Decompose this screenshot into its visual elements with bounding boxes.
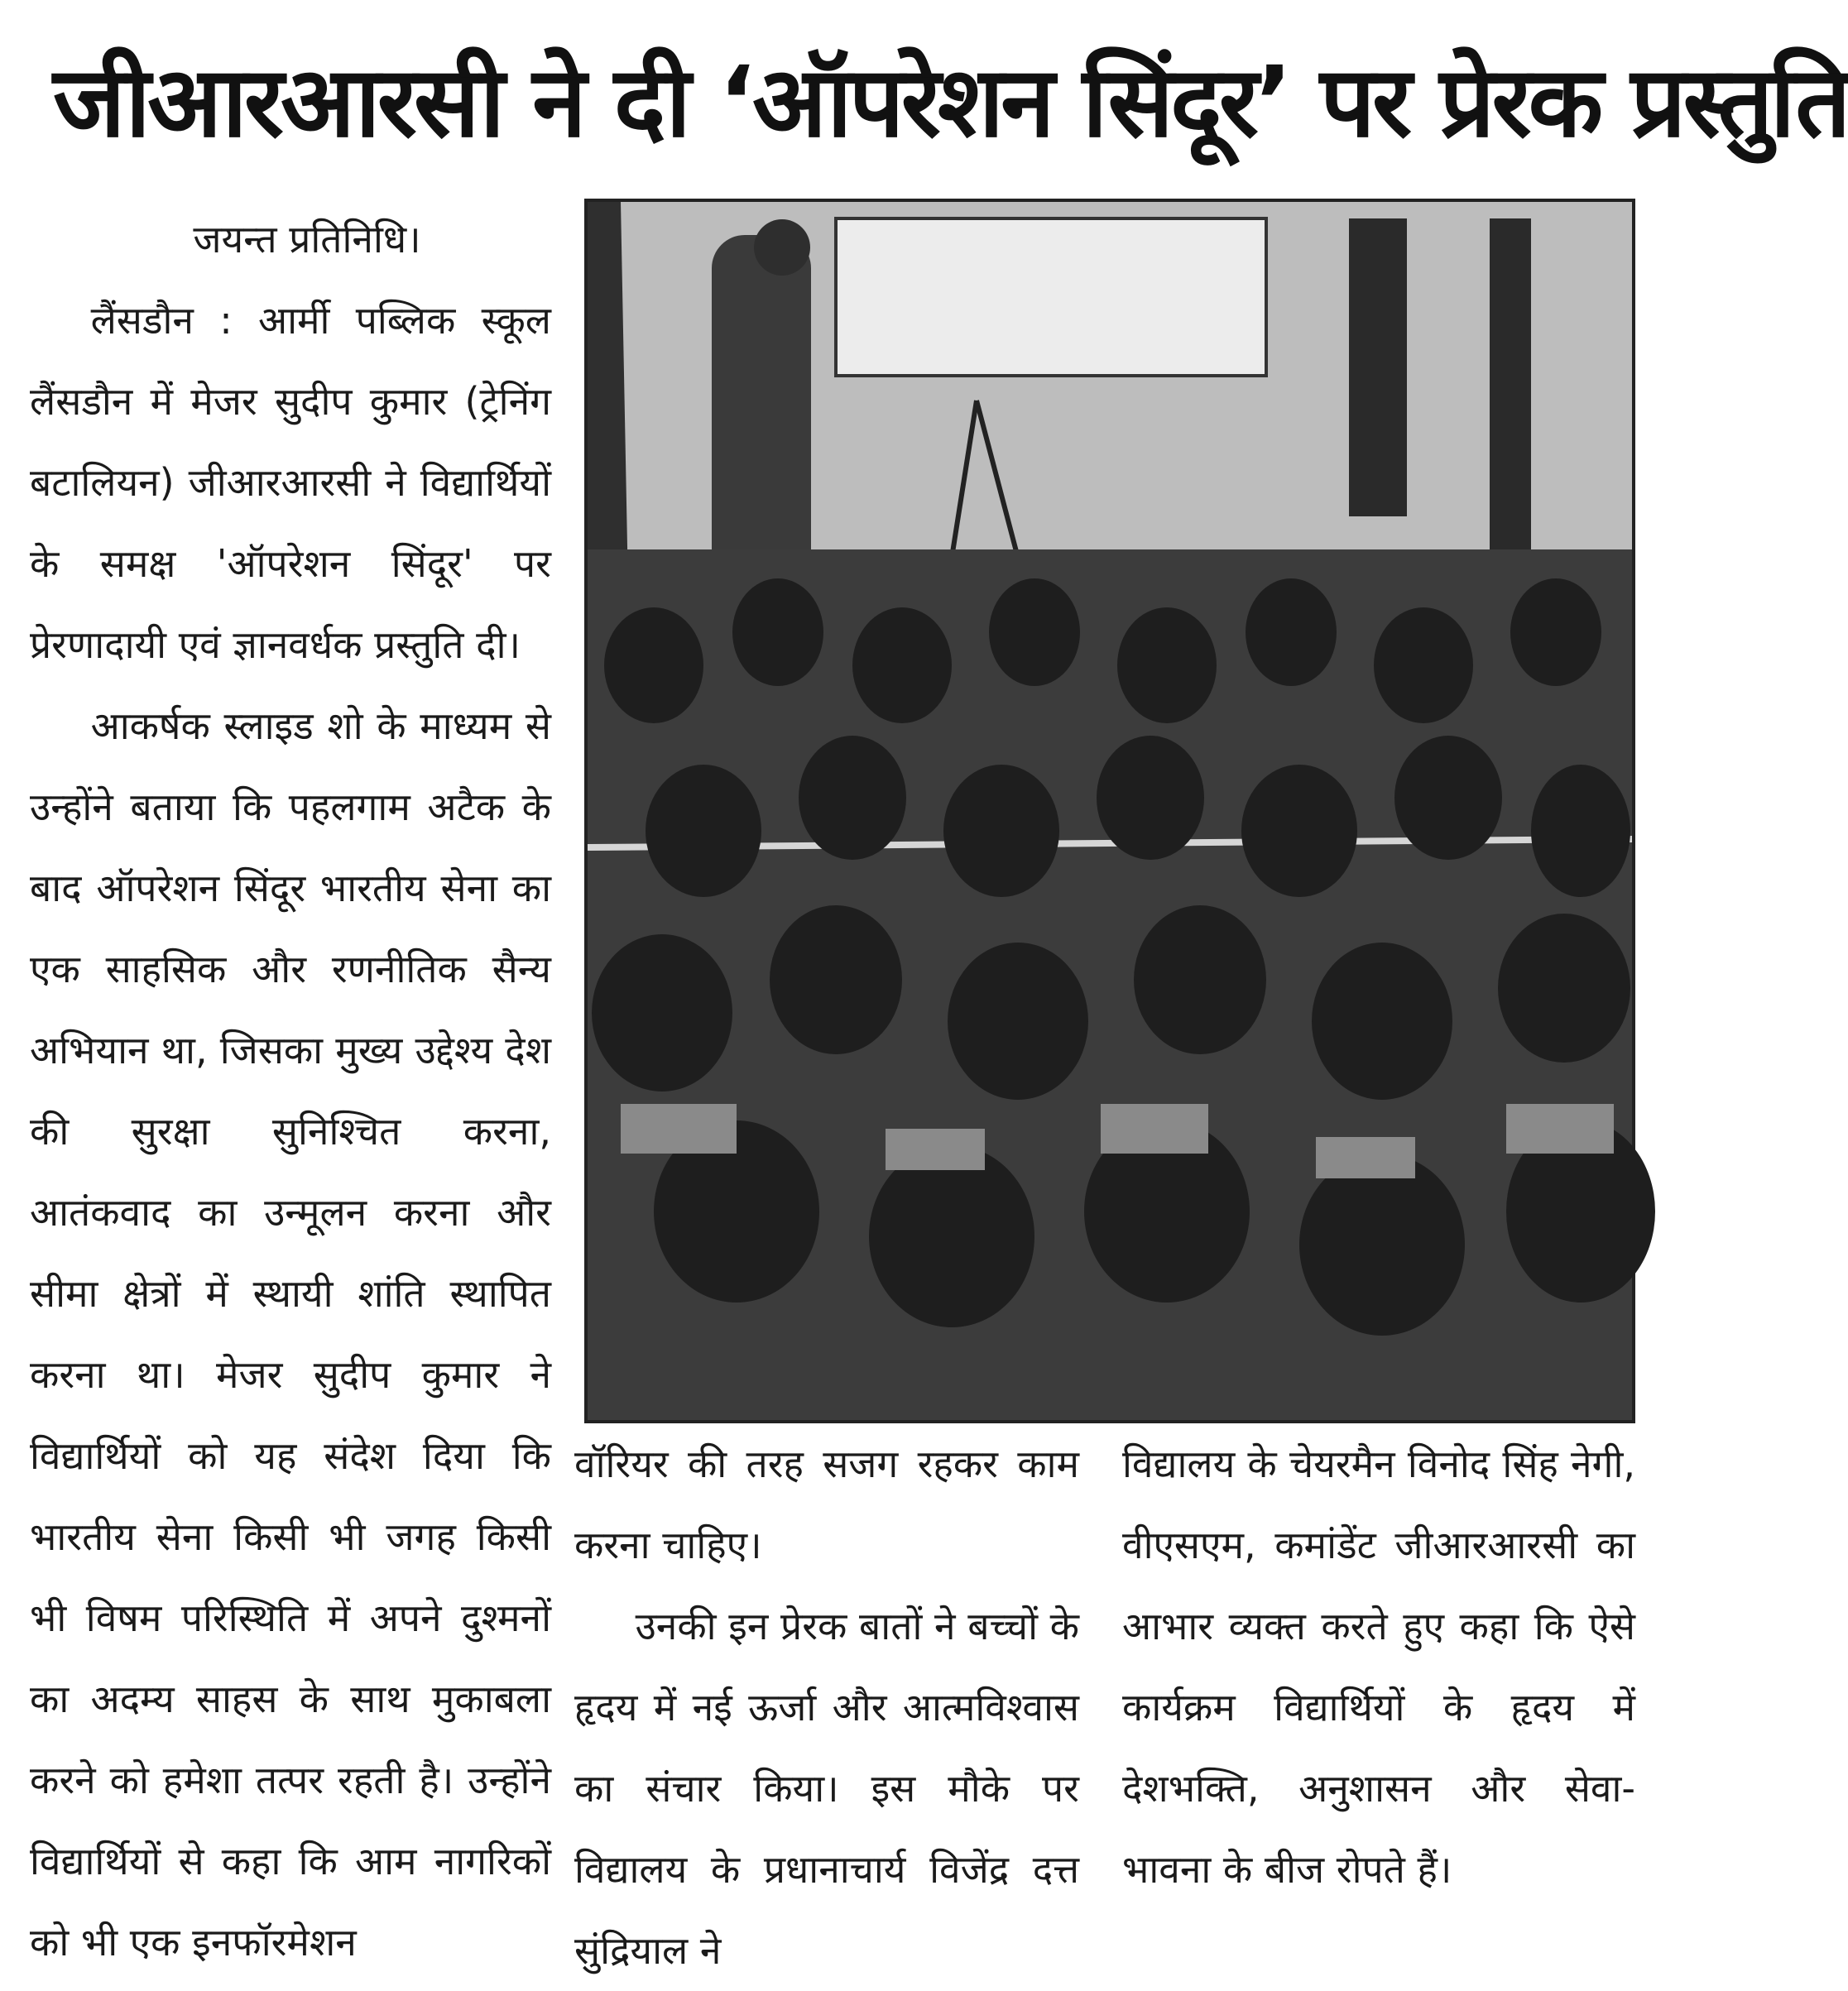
- news-photo-students-presentation: [584, 199, 1635, 1423]
- photo-illustration: [588, 202, 1632, 1420]
- paragraph-continued: वॉरियर की तरह सजग रहकर काम करना चाहिए।: [574, 1442, 1079, 1567]
- article-column-3: [1122, 1423, 1635, 1910]
- paragraph-impact: उनकी इन प्रेरक बातों ने बच्चों के हृदय में नई ऊर्जा और आत्मविश्वास का संचार किया। इस मौके पर विद्यालय के प्रधानाचार्य विजेंद्र दत्त सुंद्रियाल ने: [574, 1604, 1079, 1973]
- paragraph-closing: विद्यालय के चेयरमैन विनोद सिंह नेगी, वीएसएम, कमांडेंट जीआरआरसी का आभार व्यक्त करते हुए कहा कि ऐसे कार्यक्रम विद्यार्थियों के हृदय में देशभक्ति, अनुशासन और सेवा-भावना के बीज रोपते हैं।: [1122, 1442, 1635, 1892]
- headline: जीआरआरसी ने दी ‘ऑपरेशन सिंदूर’ पर प्रेरक प्रस्तुति: [53, 45, 1848, 159]
- paragraph-operation-details: आकर्षक स्लाइड शो के माध्यम से उन्होंने बताया कि पहलगाम अटैक के बाद ऑपरेशन सिंदूर भारतीय सेना का एक साहसिक और रणनीतिक सैन्य अभियान था, जिसका मुख्य उद्देश्य देश की सुरक्षा सुनिश्चित करना, आतंकवाद का उन्मूलन करना और सीमा क्षेत्रों में स्थायी शांति स्थापित करना था। मेजर सुदीप कुमार ने विद्यार्थियों को यह संदेश दिया कि भारतीय सेना किसी भी जगह किसी भी विषम परिस्थिति में अपने दुश्मनों का अदम्य साहस के साथ मुकाबला करने को हमेशा तत्पर रहती है। उन्होंने विद्यार्थियों से कहा कि आम नागरिकों को भी एक इनफॉरमेशन: [30, 703, 551, 1965]
- article-column-1: [30, 199, 551, 1983]
- byline: जयन्त प्रतिनिधि।: [193, 217, 421, 261]
- article-column-2: [574, 1423, 1079, 1991]
- paragraph-intro: लैंसडौन : आर्मी पब्लिक स्कूल लैंसडौन में मेजर सुदीप कुमार (ट्रेनिंग बटालियन) जीआरआरसी ने विद्यार्थियों के समक्ष 'ऑपरेशन सिंदूर' पर प्रेरणादायी एवं ज्ञानवर्धक प्रस्तुति दी।: [30, 298, 551, 667]
